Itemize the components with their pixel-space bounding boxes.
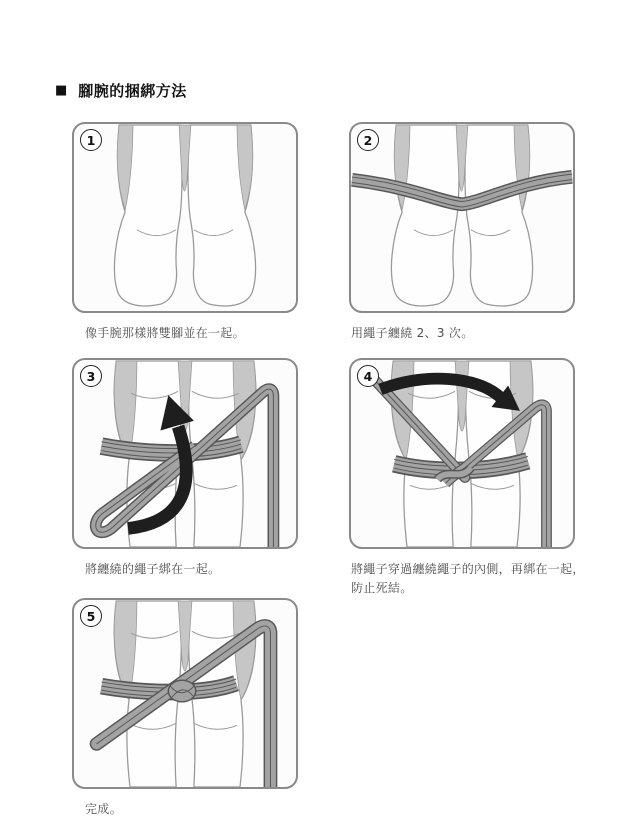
section-header <box>55 80 187 101</box>
step-1-figure <box>72 122 315 343</box>
step-4-panel <box>349 358 575 549</box>
legs-illustration <box>391 361 533 547</box>
step-1-panel <box>72 122 298 313</box>
page-title: 腳腕的捆綁方法 <box>78 82 187 100</box>
step-3-illustration <box>74 360 296 547</box>
step-5-caption: 完成。 <box>85 802 122 816</box>
step-1-caption: 像手腕那樣將雙腳並在一起。 <box>85 326 245 340</box>
step-5-panel <box>72 598 298 789</box>
step-1-number-badge: 1 <box>80 129 102 151</box>
step-4-figure <box>349 358 594 597</box>
step-3-panel <box>72 358 298 549</box>
step-5-figure <box>72 598 315 819</box>
step-4-number-badge: 4 <box>357 365 379 387</box>
knot <box>168 680 196 702</box>
legs-illustration <box>391 125 532 306</box>
step-3-figure <box>72 358 315 579</box>
step-3-caption: 將纏繞的繩子綁在一起。 <box>85 562 221 576</box>
step-5-number-badge: 5 <box>80 605 102 627</box>
step-2-illustration <box>351 124 573 311</box>
step-2-panel <box>349 122 575 313</box>
step-4-caption: 將繩子穿過纏繞繩子的內側，再綁在一起，防止死結。 <box>351 562 585 595</box>
step-2-number-badge: 2 <box>357 129 379 151</box>
step-1-illustration <box>74 124 296 311</box>
legs-illustration <box>114 125 255 306</box>
step-4-illustration <box>351 360 573 547</box>
step-3-number-badge: 3 <box>80 365 102 387</box>
step-5-illustration <box>74 600 296 787</box>
section-bullet-icon: ■ <box>55 83 68 98</box>
step-2-figure <box>349 122 594 343</box>
step-2-caption: 用繩子纏繞 2、3 次。 <box>351 326 474 340</box>
